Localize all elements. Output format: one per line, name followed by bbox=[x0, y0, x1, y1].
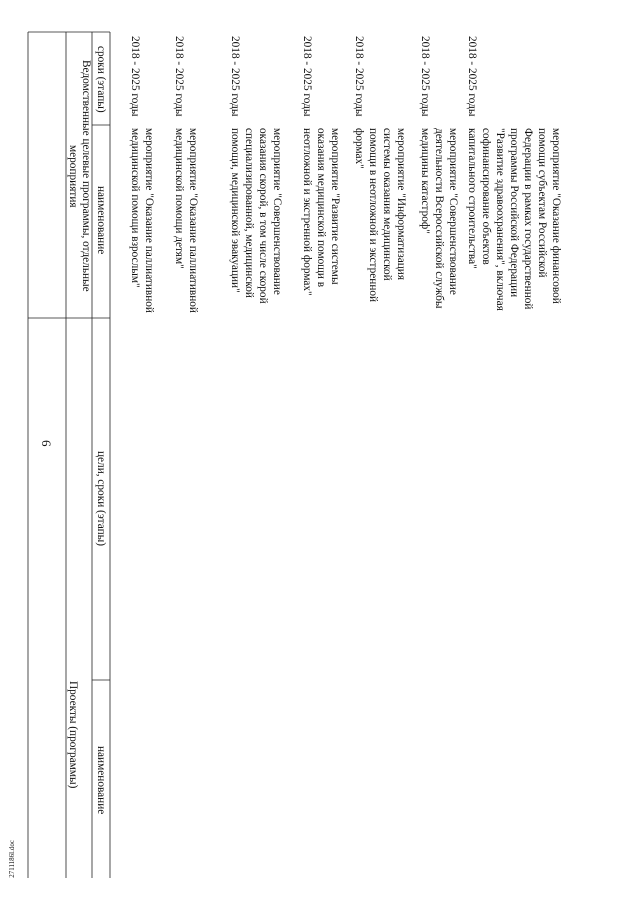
doc-code-label: 2711186l.doc bbox=[8, 840, 16, 878]
row-name: мероприятие "Оказание финансовой помощи субъектам Российской Федерации в рамках государственной программы Российской Федерации "Развитие здравоохранения", включая софинансирование объектов капитального строительства" bbox=[466, 128, 562, 311]
row-term: 2018 - 2025 годы bbox=[129, 36, 141, 117]
header-dept-terms-v: сроки (этапы) bbox=[95, 45, 107, 113]
row-name: мероприятие "Развитие системы оказания медицинской помощи в неотложной и экстренной формах" bbox=[301, 128, 341, 296]
row-term: 2018 - 2025 годы bbox=[466, 36, 478, 117]
header-projects-title: Проекты (программы) bbox=[67, 681, 79, 789]
header-dept-name-v: наименование bbox=[95, 185, 107, 255]
row-term: 2018 - 2025 годы bbox=[301, 36, 313, 117]
row-name: мероприятие "Информатизация системы оказания медицинской помощи в неотложной и экстренной формах" bbox=[353, 128, 407, 303]
row-term: 2018 - 2025 годы bbox=[353, 36, 365, 117]
row-name: мероприятие "Совершенствование деятельности Всероссийской службы медицины катастроф" bbox=[419, 128, 459, 309]
header-projects-name-v: наименование bbox=[95, 745, 107, 815]
header-dept-title: Ведомственные целевые программы, отдельные мероприятия bbox=[67, 60, 92, 292]
row-name: мероприятие "Оказание паллиативной медицинской помощи взрослым" bbox=[129, 128, 155, 313]
row-name: мероприятие "Оказание паллиативной медицинской помощи детям" bbox=[173, 128, 199, 313]
row-term: 2018 - 2025 годы bbox=[173, 36, 185, 117]
row-name: мероприятие "Совершенствование оказания скорой, в том числе скорой специализированной, медицинской помощи, медицинской эвакуации" bbox=[229, 128, 283, 304]
page-number-v: 6 bbox=[39, 440, 54, 447]
row-term: 2018 - 2025 годы bbox=[229, 36, 241, 117]
row-term: 2018 - 2025 годы bbox=[419, 36, 431, 117]
header-projects-goals-v: цели, сроки (этапы) bbox=[95, 451, 107, 547]
